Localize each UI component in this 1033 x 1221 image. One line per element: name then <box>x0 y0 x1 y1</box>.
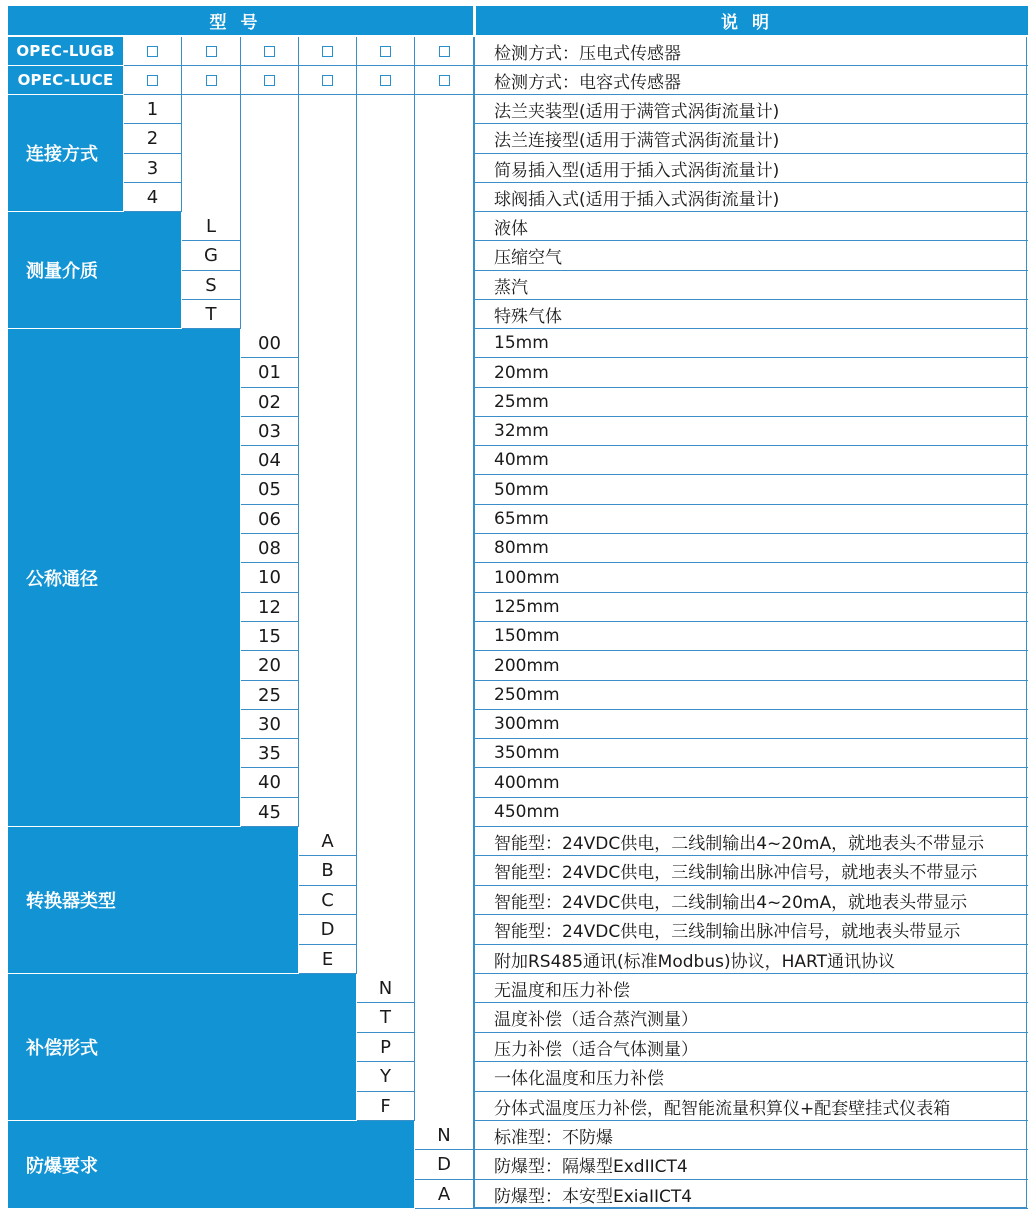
option-code: 12 <box>241 593 299 622</box>
option-description: 20mm <box>474 358 1028 388</box>
option-description: 智能型：24VDC供电，二线制输出4~20mA，就地表头带显示 <box>474 886 1028 915</box>
option-code: 00 <box>241 329 299 358</box>
option-code: 45 <box>241 798 299 827</box>
option-code: 01 <box>241 358 299 388</box>
option-code: Y <box>357 1062 415 1092</box>
category-label: 转换器类型 <box>8 827 298 973</box>
option-description: 防爆型：隔爆型ExdIICT4 <box>474 1150 1028 1180</box>
option-description: 智能型：24VDC供电，三线制输出脉冲信号，就地表头不带显示 <box>474 856 1028 886</box>
option-code: 35 <box>241 739 299 768</box>
checkbox-placeholder-icon <box>147 46 158 57</box>
option-description: 150mm <box>474 622 1028 651</box>
option-description: 分体式温度压力补偿，配智能流量积算仪+配套壁挂式仪表箱 <box>474 1092 1028 1121</box>
category-label: 防爆要求 <box>8 1121 414 1208</box>
empty-spacer-cell <box>415 95 474 212</box>
model-placeholder-cell <box>415 66 474 95</box>
option-code: 15 <box>241 622 299 651</box>
category-label: 补偿形式 <box>8 974 356 1120</box>
option-code: 10 <box>241 563 299 593</box>
option-description: 蒸汽 <box>474 271 1028 300</box>
empty-spacer-cell <box>415 329 474 827</box>
empty-spacer-cell <box>357 827 415 974</box>
option-description: 防爆型：本安型ExiaIICT4 <box>474 1180 1028 1209</box>
model-placeholder-cell <box>124 66 182 95</box>
option-description: 400mm <box>474 768 1028 798</box>
option-description: 附加RS485通讯(标准Modbus)协议，HART通讯协议 <box>474 945 1028 974</box>
option-code: A <box>415 1180 474 1209</box>
option-code: S <box>182 271 241 300</box>
checkbox-placeholder-icon <box>439 46 450 57</box>
option-description: 450mm <box>474 798 1028 827</box>
option-code: N <box>357 974 415 1003</box>
empty-spacer-cell <box>299 95 357 212</box>
empty-spacer-cell <box>241 212 299 329</box>
checkbox-placeholder-icon <box>147 75 158 86</box>
option-description: 压力补偿（适合气体测量） <box>474 1033 1028 1062</box>
option-description: 智能型：24VDC供电，二线制输出4~20mA，就地表头不带显示 <box>474 827 1028 856</box>
option-code: 3 <box>124 154 182 183</box>
option-code: T <box>182 300 241 329</box>
category-label: 连接方式 <box>8 95 123 211</box>
option-description: 一体化温度和压力补偿 <box>474 1062 1028 1092</box>
option-code: L <box>182 212 241 241</box>
model-placeholder-cell <box>357 37 415 66</box>
option-description: 简易插入型(适用于插入式涡街流量计) <box>474 154 1028 183</box>
model-placeholder-cell <box>241 37 299 66</box>
model-placeholder-cell <box>415 37 474 66</box>
option-code: T <box>357 1003 415 1033</box>
checkbox-placeholder-icon <box>206 75 217 86</box>
checkbox-placeholder-icon <box>264 46 275 57</box>
checkbox-placeholder-icon <box>206 46 217 57</box>
option-code: 06 <box>241 505 299 534</box>
option-description: 65mm <box>474 505 1028 534</box>
option-description: 32mm <box>474 417 1028 446</box>
empty-spacer-cell <box>299 329 357 827</box>
option-description: 40mm <box>474 446 1028 475</box>
option-description: 200mm <box>474 651 1028 681</box>
option-description: 特殊气体 <box>474 300 1028 329</box>
option-code: 20 <box>241 651 299 681</box>
option-description: 15mm <box>474 329 1028 358</box>
empty-spacer-cell <box>357 329 415 827</box>
option-code: 30 <box>241 710 299 739</box>
option-code: A <box>299 827 357 856</box>
option-code: 40 <box>241 768 299 798</box>
option-description: 液体 <box>474 212 1028 241</box>
option-code: B <box>299 856 357 886</box>
checkbox-placeholder-icon <box>322 46 333 57</box>
option-description: 250mm <box>474 681 1028 710</box>
checkbox-placeholder-icon <box>380 46 391 57</box>
empty-spacer-cell <box>241 95 299 212</box>
option-code: 4 <box>124 183 182 212</box>
option-code: D <box>415 1150 474 1180</box>
option-code: 03 <box>241 417 299 446</box>
empty-spacer-cell <box>182 95 241 212</box>
checkbox-placeholder-icon <box>439 75 450 86</box>
option-description: 25mm <box>474 388 1028 417</box>
model-placeholder-cell <box>182 66 241 95</box>
option-description: 球阀插入式(适用于插入式涡街流量计) <box>474 183 1028 212</box>
option-description: 125mm <box>474 593 1028 622</box>
option-code: 25 <box>241 681 299 710</box>
option-description: 智能型：24VDC供电，三线制输出脉冲信号，就地表头带显示 <box>474 915 1028 945</box>
option-code: N <box>415 1121 474 1150</box>
model-placeholder-cell <box>357 66 415 95</box>
model-description: 检测方式：压电式传感器 <box>474 37 1028 66</box>
option-description: 350mm <box>474 739 1028 768</box>
option-description: 300mm <box>474 710 1028 739</box>
model-placeholder-cell <box>124 37 182 66</box>
option-code: 04 <box>241 446 299 475</box>
option-description: 法兰连接型(适用于满管式涡街流量计) <box>474 124 1028 154</box>
option-description: 温度补偿（适合蒸汽测量） <box>474 1003 1028 1033</box>
header-model: 型号 <box>8 6 473 35</box>
model-placeholder-cell <box>182 37 241 66</box>
option-code: E <box>299 945 357 974</box>
option-code: F <box>357 1092 415 1121</box>
option-code: 05 <box>241 475 299 505</box>
option-code: P <box>357 1033 415 1062</box>
option-description: 无温度和压力补偿 <box>474 974 1028 1003</box>
option-description: 法兰夹装型(适用于满管式涡街流量计) <box>474 95 1028 124</box>
option-description: 80mm <box>474 534 1028 563</box>
category-label: 测量介质 <box>8 212 181 328</box>
empty-spacer-cell <box>415 974 474 1121</box>
option-code: 02 <box>241 388 299 417</box>
category-label: 公称通径 <box>8 329 240 826</box>
checkbox-placeholder-icon <box>322 75 333 86</box>
checkbox-placeholder-icon <box>264 75 275 86</box>
model-placeholder-cell <box>299 37 357 66</box>
checkbox-placeholder-icon <box>380 75 391 86</box>
option-description: 压缩空气 <box>474 241 1028 271</box>
option-code: C <box>299 886 357 915</box>
option-code: 08 <box>241 534 299 563</box>
option-code: G <box>182 241 241 271</box>
model-description: 检测方式：电容式传感器 <box>474 66 1028 95</box>
empty-spacer-cell <box>357 212 415 329</box>
empty-spacer-cell <box>415 827 474 974</box>
model-code: OPEC-LUCE <box>8 66 123 94</box>
empty-spacer-cell <box>415 212 474 329</box>
model-code: OPEC-LUGB <box>8 37 123 65</box>
empty-spacer-cell <box>357 95 415 212</box>
model-placeholder-cell <box>241 66 299 95</box>
option-code: D <box>299 915 357 945</box>
option-code: 2 <box>124 124 182 154</box>
option-description: 100mm <box>474 563 1028 593</box>
option-description: 标准型：不防爆 <box>474 1121 1028 1150</box>
header-description: 说明 <box>476 6 1028 35</box>
model-placeholder-cell <box>299 66 357 95</box>
option-description: 50mm <box>474 475 1028 505</box>
empty-spacer-cell <box>299 212 357 329</box>
option-code: 1 <box>124 95 182 124</box>
